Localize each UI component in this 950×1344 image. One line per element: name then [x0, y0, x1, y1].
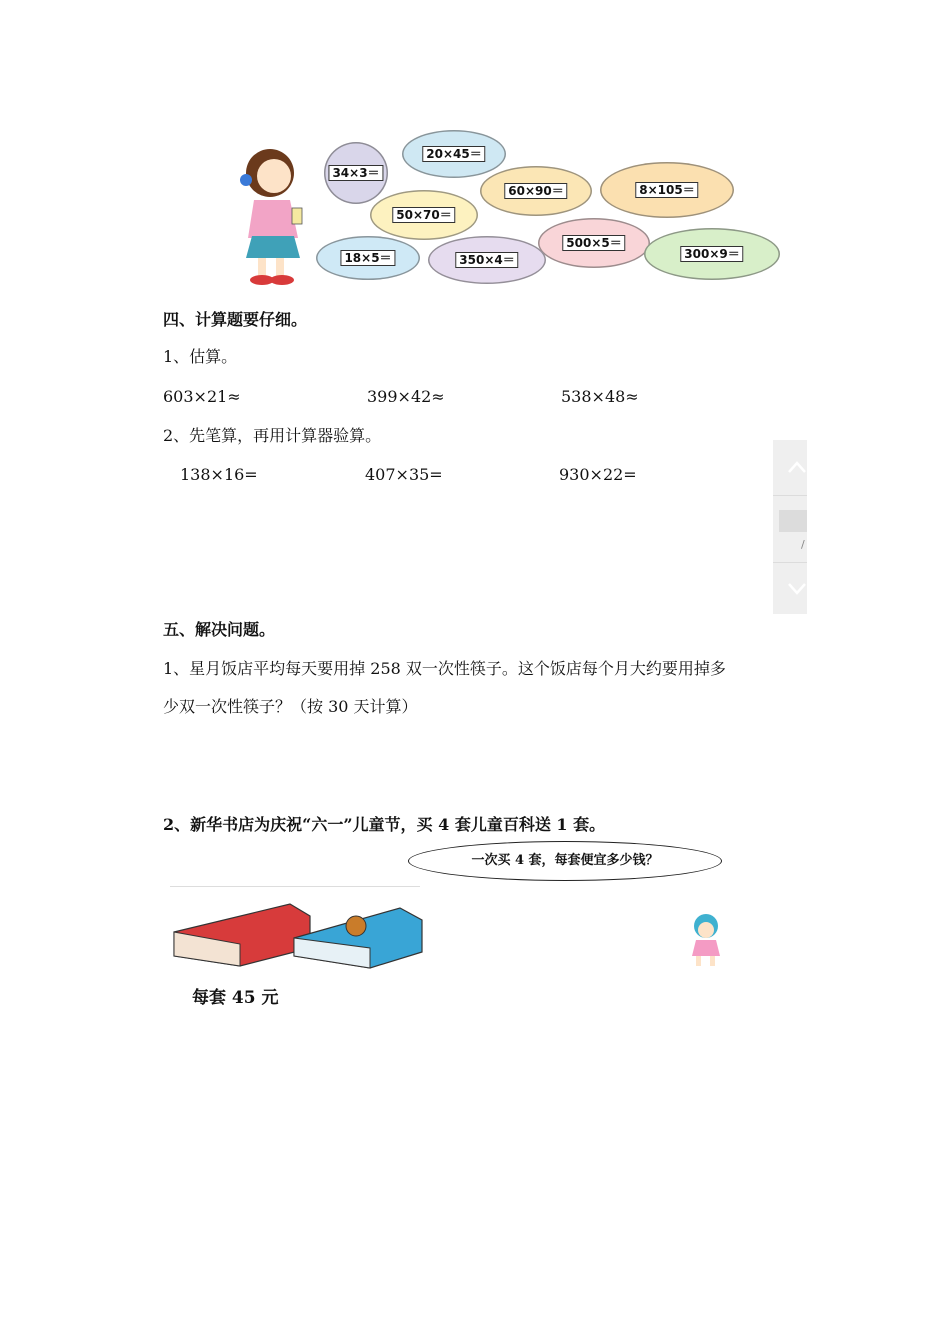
- balloon: [538, 218, 650, 268]
- chevron-down-icon[interactable]: [787, 582, 807, 596]
- balloon: [600, 162, 734, 218]
- divider: [773, 562, 807, 563]
- balloon-label: 20×45＝: [422, 146, 485, 162]
- balloon-label: 50×70＝: [392, 207, 455, 223]
- balloon: [402, 130, 506, 178]
- page-number-box[interactable]: [779, 510, 807, 532]
- balloon: [324, 142, 388, 204]
- calc-item: 407×35=: [365, 465, 443, 484]
- balloon-label: 500×5＝: [562, 235, 625, 251]
- estimate-item: 538×48≈: [561, 387, 639, 406]
- balloon: [370, 190, 478, 240]
- girl-illustration: [232, 138, 312, 288]
- section-title: 四、计算题要仔细。: [163, 310, 308, 329]
- question-title: 2、先笔算，再用计算器验算。: [163, 426, 382, 445]
- estimate-item: 399×42≈: [367, 387, 445, 406]
- bubble-text: 一次买 4 套，每套便宜多少钱？: [471, 853, 659, 868]
- balloon: [644, 228, 780, 280]
- cartoon-character: [682, 910, 728, 970]
- question-title: 1、估算。: [163, 347, 238, 366]
- problem-text: 1、星月饭店平均每天要用掉 258 双一次性筷子。这个饭店每个月大约要用掉多: [163, 659, 726, 678]
- balloon: [428, 236, 546, 284]
- chevron-up-icon[interactable]: [787, 460, 807, 474]
- estimate-item: 603×21≈: [163, 387, 241, 406]
- speech-bubble: [408, 841, 722, 881]
- balloon-label: 350×4＝: [455, 252, 518, 268]
- balloon-label: 60×90＝: [504, 183, 567, 199]
- problem-title: 2、新华书店为庆祝“六一”儿童节，买 4 套儿童百科送 1 套。: [163, 815, 606, 834]
- calc-item: 138×16=: [180, 465, 258, 484]
- books-illustration: [170, 886, 430, 974]
- divider: [773, 495, 807, 496]
- balloon-label: 300×9＝: [680, 246, 743, 262]
- balloon: [316, 236, 420, 280]
- balloon-label: 18×5＝: [340, 250, 395, 266]
- balloon-label: 8×105＝: [635, 182, 698, 198]
- section-title: 五、解决问题。: [163, 620, 276, 639]
- balloon-label: 34×3＝: [328, 165, 383, 181]
- page-scroller[interactable]: [773, 440, 807, 614]
- price-label: 每套 45 元: [192, 988, 279, 1008]
- page-slash: /: [801, 538, 805, 551]
- balloon-illustration: [232, 128, 787, 288]
- calc-item: 930×22=: [559, 465, 637, 484]
- balloon: [480, 166, 592, 216]
- problem-text: 少双一次性筷子？（按 30 天计算）: [163, 697, 418, 716]
